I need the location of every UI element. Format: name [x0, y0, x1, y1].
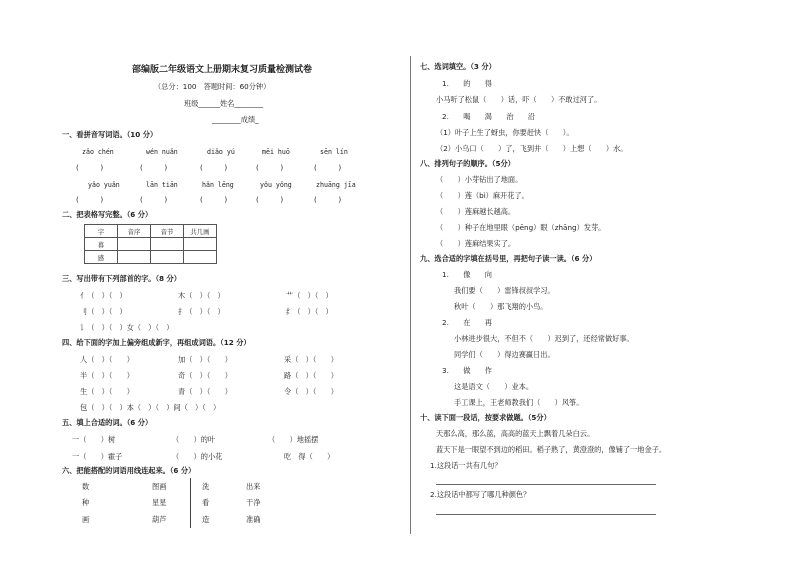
section-5-heading: 五、填上合适的词。（6 分）	[62, 418, 153, 427]
answer-line[interactable]	[436, 484, 656, 485]
match-word[interactable]: 洗	[202, 482, 210, 491]
section-2-heading: 二、把表格写完整。（6 分）	[62, 210, 153, 219]
pinyin: zǎo chén	[82, 148, 114, 156]
score-line: ________成绩_	[212, 115, 259, 124]
answer-blank[interactable]: ( )	[76, 195, 104, 204]
column-divider	[410, 56, 411, 534]
radical-add-item[interactable]: 生（ ）（ ）	[80, 387, 134, 396]
exam-info: （总分：100 答题时间：60分钟）	[154, 82, 271, 91]
table-header: 音节	[151, 225, 184, 238]
answer-blank[interactable]: ( )	[76, 163, 104, 172]
exam-title: 部编版二年级语文上册期末复习质量检测试卷	[132, 65, 313, 75]
table-header: 音序	[118, 225, 151, 238]
radical-add-item[interactable]: 路（ ）（ ）	[284, 371, 338, 380]
answer-blank[interactable]: ( )	[140, 195, 168, 204]
match-word[interactable]: 种	[82, 498, 90, 507]
pinyin: diǎo yú	[207, 148, 235, 156]
radical-add-item[interactable]: 采（ ）（ ）	[284, 355, 338, 364]
table-cell[interactable]	[184, 251, 217, 264]
pinyin: wén nuǎn	[146, 148, 178, 156]
match-word[interactable]: 图画	[152, 482, 167, 491]
question: 2.这段话中都写了哪几种颜色？	[430, 490, 531, 499]
fill-sentence[interactable]: 小马听了松鼠（ ）话，吓（ ）不敢过河了。	[436, 95, 602, 104]
class-name-line: 班级______姓名________	[184, 99, 264, 108]
answer-blank[interactable]: ( )	[200, 195, 228, 204]
order-item[interactable]: （ ）莲（bì）麻开花了。	[436, 191, 529, 200]
fill-word-item[interactable]: 一（ ）树	[72, 435, 116, 444]
radical-item[interactable]: 艹（ ）（ ）	[286, 291, 333, 300]
radical-item[interactable]: 纟（ ）（ ）	[286, 307, 333, 316]
pinyin: lān tiān	[146, 181, 178, 189]
answer-blank[interactable]: ( )	[314, 195, 342, 204]
answer-blank[interactable]: ( )	[314, 163, 342, 172]
word-choices: 1. 像 向	[442, 270, 492, 279]
radical-add-item[interactable]: 加（ ）（ ）	[178, 355, 232, 364]
answer-blank[interactable]: ( )	[256, 195, 284, 204]
match-divider	[190, 478, 191, 528]
fill-sentence[interactable]: 秋叶（ ）那飞翔的小鸟。	[454, 302, 548, 311]
radical-item[interactable]: 木（ ）（ ）	[178, 291, 225, 300]
word-choices: 2. 喝 渴 治 沿	[442, 112, 536, 121]
answer-blank[interactable]: ( )	[140, 163, 168, 172]
radical-item[interactable]: 扌（ ）（ ）	[178, 307, 225, 316]
answer-blank[interactable]: ( )	[256, 163, 284, 172]
fill-word-item[interactable]: （ ）的叶	[172, 435, 216, 444]
fill-sentence[interactable]: 手工课上，王老师教我们（ ）风筝。	[454, 398, 584, 407]
reading-paragraph: 天那么高，那么蓝，高高的蓝天上飘着几朵白云。	[436, 429, 595, 438]
table-header: 共几画	[184, 225, 217, 238]
order-item[interactable]: （ ）莲麻结果实了。	[436, 239, 516, 248]
order-item[interactable]: （ ）种子在地里眼（pēng）眼（zhāng）发芽。	[436, 223, 606, 232]
radical-item[interactable]: 亻（ ）（ ）	[80, 291, 127, 300]
section-6-heading: 六、把能搭配的词语用线连起来。（6 分）	[62, 466, 196, 475]
pinyin: zhuāng jīa	[316, 181, 356, 189]
radical-add-item[interactable]: 奇（ ）（ ）	[178, 371, 232, 380]
table-cell[interactable]	[118, 238, 151, 251]
pinyin: hǎn lēng	[202, 181, 234, 189]
section-7-heading: 七、选词填空。（3 分）	[420, 62, 496, 71]
table-cell[interactable]	[118, 251, 151, 264]
radical-item[interactable]: 讠（ ）（ ）女（ ）（ ）	[80, 323, 174, 332]
radical-add-item[interactable]: 半（ ）（ ）	[80, 371, 134, 380]
table-cell[interactable]	[184, 238, 217, 251]
section-3-heading: 三、写出带有下列部首的字。（8 分）	[62, 274, 181, 283]
section-9-heading: 九、选合适的字填在括号里，再把句子读一读。（6 分）	[420, 254, 597, 263]
match-word[interactable]: 准确	[246, 515, 261, 524]
radical-add-item[interactable]: 人（ ）（ ）	[80, 355, 134, 364]
section-4-heading: 四、给下面的字加上偏旁组成新字，再组成词语。（12 分）	[62, 338, 251, 347]
fill-sentence[interactable]: 小林进步很大，不但不（ ）迟到了，还经常做好事。	[454, 334, 634, 343]
pinyin: mēi huō	[262, 148, 290, 156]
word-choices: 3. 做 作	[442, 366, 492, 375]
question: 1.这段话一共有几句？	[430, 461, 502, 470]
radical-add-item[interactable]: 青（ ）（ ）	[178, 387, 232, 396]
section-1-heading: 一、看拼音写词语。（10 分）	[62, 130, 158, 139]
match-word[interactable]: 干净	[246, 498, 261, 507]
fill-sentence[interactable]: 这是语文（ ）业本。	[454, 382, 534, 391]
table-cell[interactable]	[151, 251, 184, 264]
answer-blank[interactable]: ( )	[200, 163, 228, 172]
order-item[interactable]: （ ）小芽钻出了地面。	[436, 175, 523, 184]
order-item[interactable]: （ ）莲麻越长越高。	[436, 207, 516, 216]
match-word[interactable]: 出来	[246, 482, 261, 491]
answer-line[interactable]	[436, 514, 656, 515]
match-word[interactable]: 星星	[152, 498, 167, 507]
fill-word-item[interactable]: 一（ ）霍子	[72, 452, 123, 461]
radical-item[interactable]: 刂（ ）（ ）	[80, 307, 127, 316]
radical-add-item[interactable]: 令（ ）（ ）	[284, 387, 338, 396]
character-table	[84, 224, 217, 264]
table-cell: 暮	[85, 238, 118, 251]
reading-paragraph: 蓝天下是一眼望不到边的稻田。稻子熟了，黄澄澄的，像铺了一地金子。	[436, 445, 667, 454]
pinyin: sēn lín	[320, 148, 348, 156]
table-header: 字	[85, 225, 118, 238]
table-cell[interactable]	[151, 238, 184, 251]
table-cell: 感	[85, 251, 118, 264]
fill-word-item[interactable]: 吃 得（ ）	[284, 452, 335, 461]
match-word[interactable]: 画	[82, 515, 90, 524]
radical-add-item[interactable]: 包（ ）（ ）本（ ）（ ）间（ ）（ ）	[80, 403, 221, 412]
word-choices: 1. 的 得	[442, 79, 492, 88]
section-8-heading: 八、排列句子的顺序。（5分）	[420, 159, 515, 168]
fill-sentence[interactable]: （1）叶子上生了蚜虫，你要赶快（ ）。	[436, 128, 574, 137]
match-word[interactable]: 看	[202, 498, 210, 507]
fill-sentence[interactable]: 同学们（ ）得边赛赢日出。	[454, 350, 555, 359]
word-choices: 2. 在 再	[442, 318, 492, 327]
fill-sentence[interactable]: （2）小乌口（ ）了，飞到井（ ）上想（ ）水。	[436, 144, 628, 153]
fill-sentence[interactable]: 我们要（ ）雷锋叔叔学习。	[454, 286, 555, 295]
match-word[interactable]: 造	[202, 515, 210, 524]
match-word[interactable]: 数	[82, 482, 90, 491]
pinyin: yǎo yuǎn	[88, 181, 120, 189]
fill-word-item[interactable]: （ ）的小花	[172, 452, 223, 461]
fill-word-item[interactable]: （ ）地摇摆	[268, 435, 319, 444]
section-10-heading: 十、读下面一段话，按要求做题。（5分）	[420, 413, 551, 422]
pinyin: yǒu yǒng	[260, 181, 292, 189]
match-word[interactable]: 葫芦	[152, 515, 167, 524]
